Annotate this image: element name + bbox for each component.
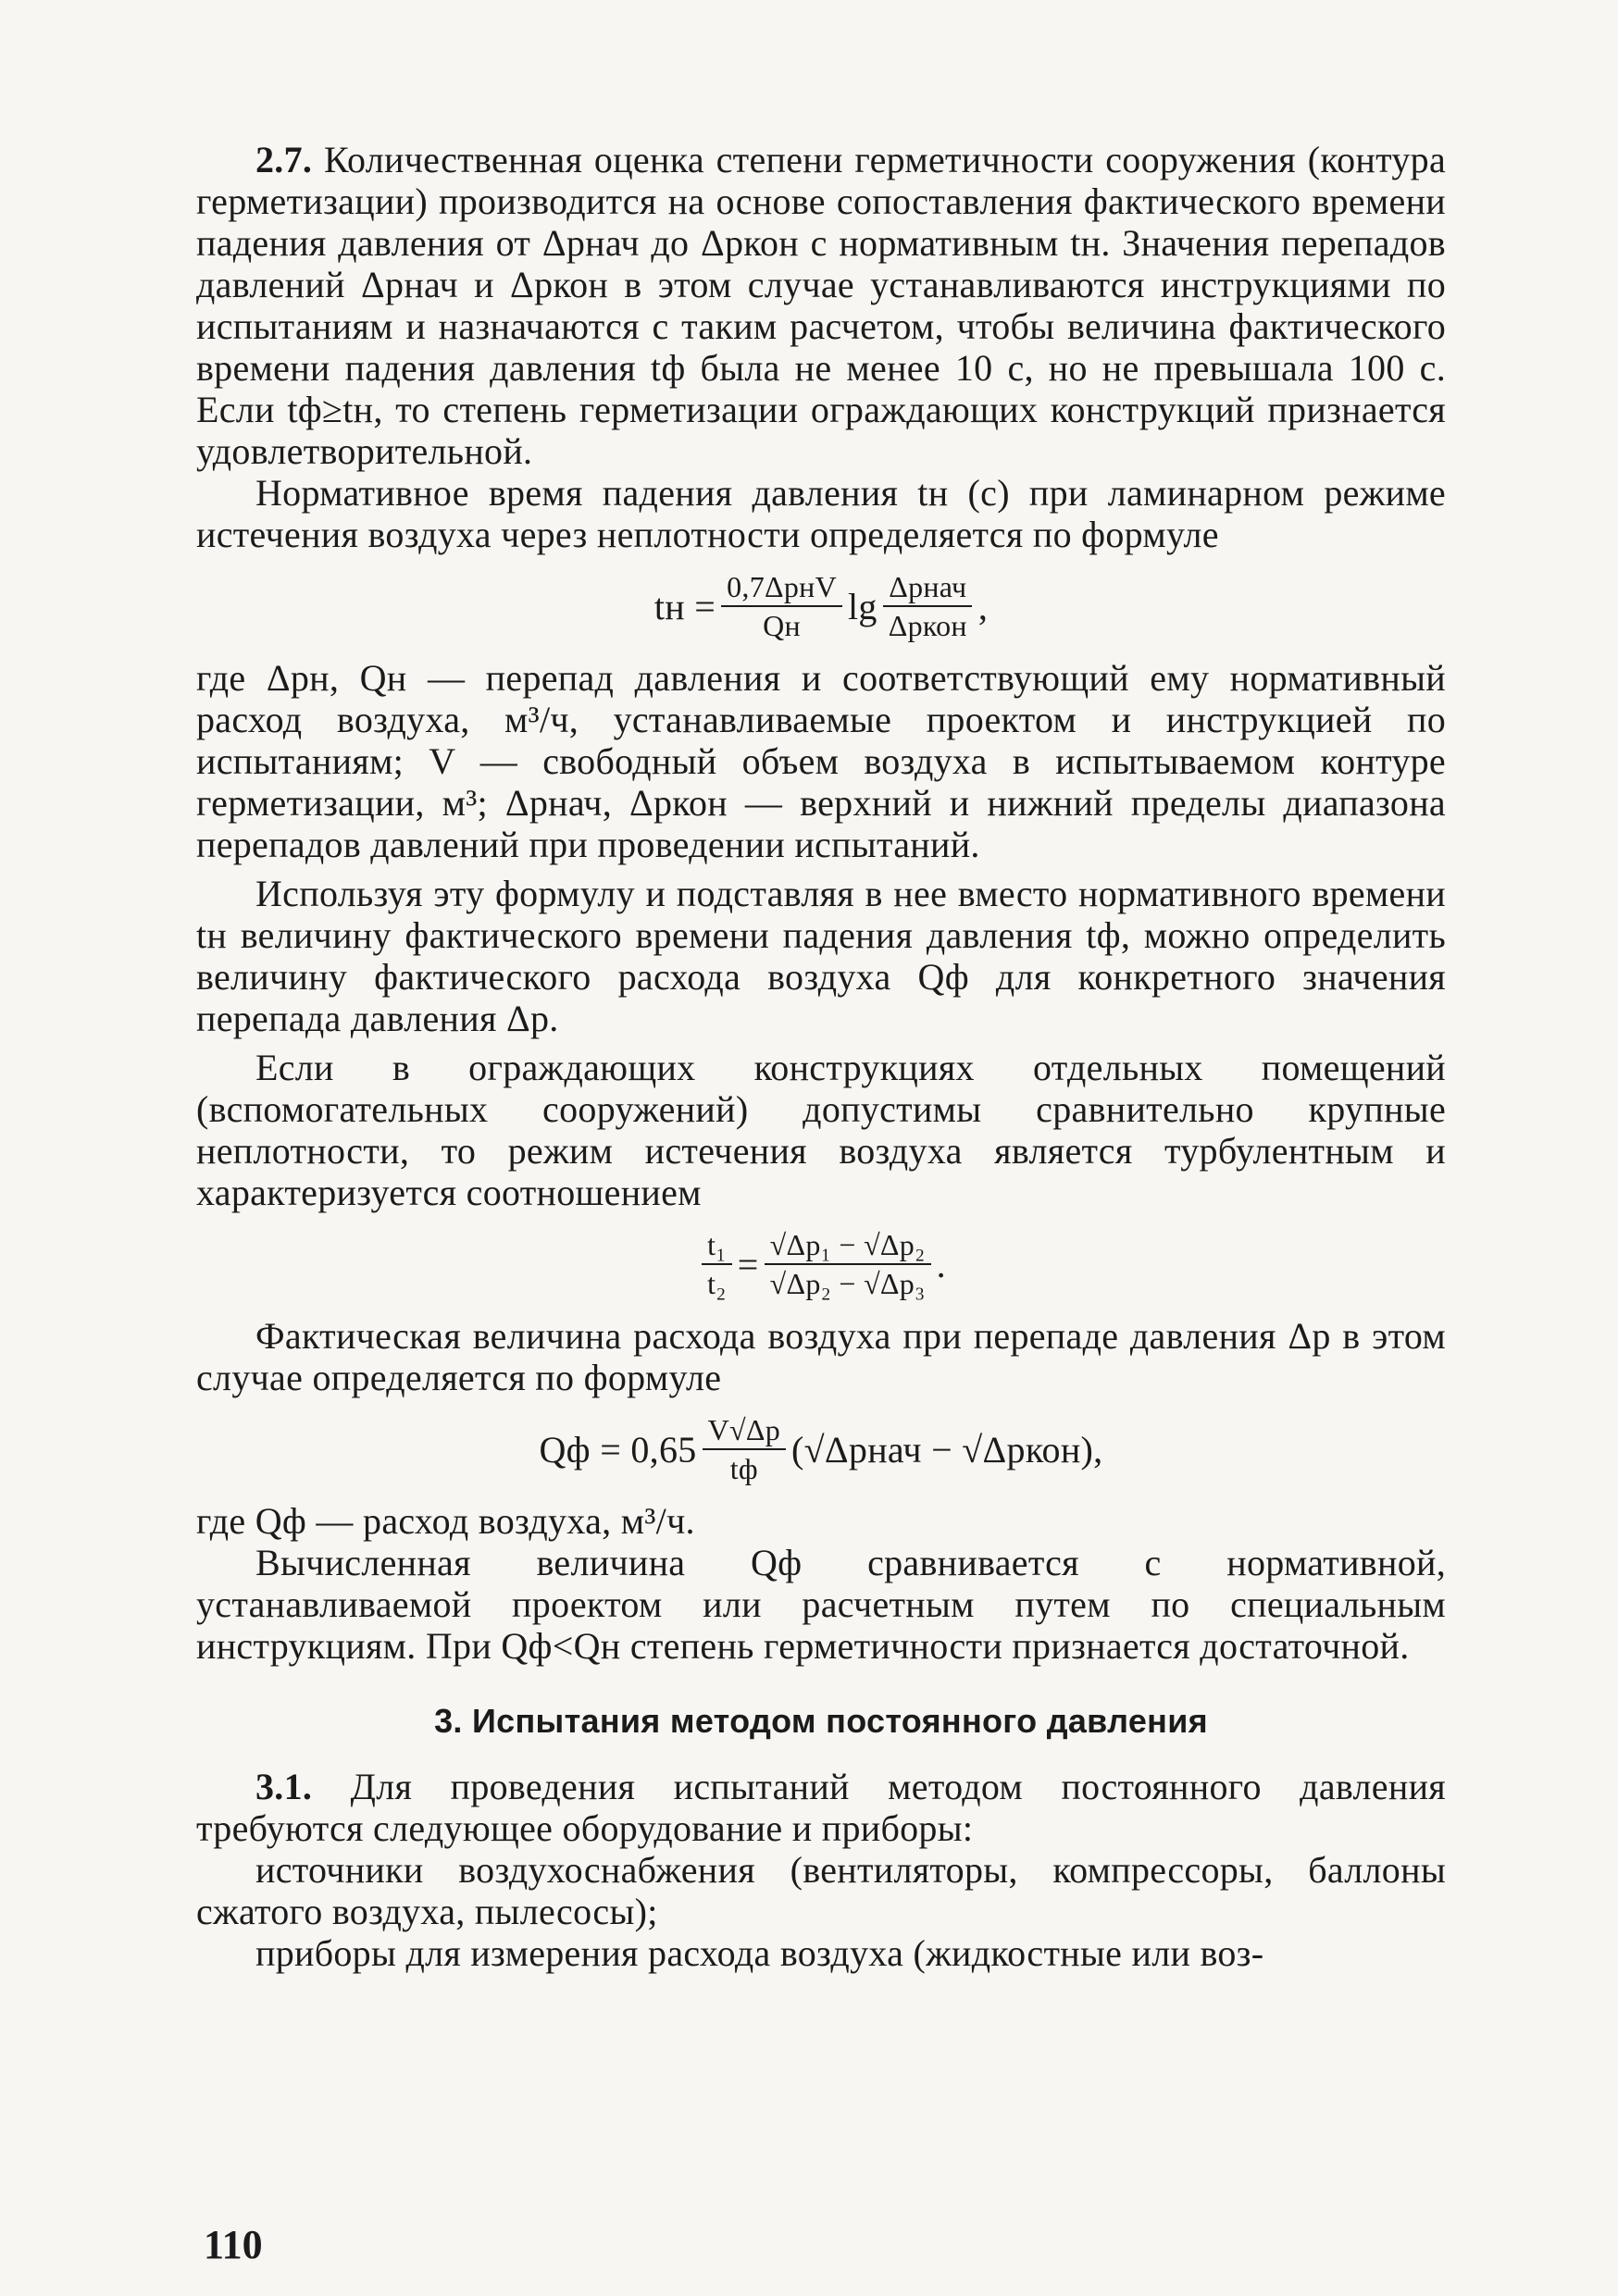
log-fraction: [883, 570, 973, 642]
formula-tail: ,: [977, 585, 989, 627]
equals-sign: =: [737, 1243, 759, 1285]
pressure-numerator: √Δр₁ − √Δр₂: [765, 1228, 931, 1265]
formula-lhs: tн =: [653, 585, 716, 627]
fraction-numerator: 0,7ΔрнV: [721, 570, 842, 607]
fraction-denominator: tф: [729, 1452, 758, 1485]
formula-fraction: [721, 570, 842, 642]
list-item: приборы для измерения расхода воздуха (жидкостные или воз-: [255, 1932, 1264, 1974]
formula-bracket: (√Δрнач − √Δркон): [791, 1428, 1094, 1471]
section-2-7-paragraph: [196, 139, 1446, 472]
section-3-heading: 3. Испытания методом постоянного давления: [434, 1702, 1208, 1740]
log-denominator: Δркон: [888, 609, 967, 642]
time-ratio: [702, 1228, 732, 1300]
formula-tail: ,: [1093, 1428, 1103, 1471]
section-text: Для проведения испытаний методом постоянного давления требуются следующее оборудование и приборы:: [196, 1766, 1446, 1849]
log-numerator: Δрнач: [883, 570, 972, 607]
paragraph-turbulent: Если в ограждающих конструкциях отдельных помещений (вспомогательных сооружений) допустимы сравнительно крупные неплотности, то режим истечения воздуха является турбулентным и характеризуется соотношением: [196, 1047, 1446, 1213]
formula-lhs: Qф = 0,65: [539, 1428, 697, 1471]
ratio-denominator: t₂: [707, 1267, 727, 1300]
ratio-numerator: t₁: [702, 1228, 732, 1265]
section-text: Количественная оценка степени герметичности сооружения (контура герметизации) производится на основе сопоставления фактического времени падения давления от Δрнач до Δркон с нормативным tн. Значения перепадов давлений Δрнач и Δркон в этом случае устанавливаются инструкциями по испытаниям и назначаются с таким расчетом, чтобы величина фактического времени падения давления tф была не менее 10 с, но не превышала 100 с. Если tф≥tн, то степень герметизации ограждающих конструкций признается удовлетворительной.: [196, 139, 1446, 472]
section-number: 3.1.: [255, 1766, 313, 1807]
pressure-denominator: √Δр₂ − √Δр₃: [769, 1267, 926, 1300]
paragraph-where-1: где Δрн, Qн — перепад давления и соответствующий ему нормативный расход воздуха, м³/ч, устанавливаемые проектом и инструкцией по испытаниям; V — свободный объем воздуха в испытываемом контуре герметизации, м³; Δрнач, Δркон — верхний и нижний пределы диапазона перепадов давлений при проведении испытаний.: [196, 657, 1446, 865]
list-item: источники воздухоснабжения (вентиляторы, компрессоры, баллоны сжатого воздуха, пылесосы);: [196, 1849, 1446, 1932]
section-number: 2.7.: [255, 139, 313, 180]
formula-actual-flow: [196, 1398, 1446, 1500]
formula-turbulent: [196, 1213, 1446, 1315]
formula-tail: .: [936, 1243, 946, 1285]
page-number: 110: [204, 2222, 263, 2267]
fraction-denominator: Qн: [763, 609, 801, 642]
paragraph-compare: Вычисленная величина Qф сравнивается с нормативной, устанавливаемой проектом или расчетным путем по специальным инструкциям. При Qф<Qн степень герметичности признается достаточной.: [196, 1542, 1446, 1667]
paragraph-norm-time: Нормативное время падения давления tн (с) при ламинарном режиме истечения воздуха через неплотности определяется по формуле: [196, 472, 1446, 555]
section-3-1-paragraph: [196, 1766, 1446, 1849]
body-text: [196, 139, 1446, 1974]
fraction-numerator: V√Δр: [703, 1413, 786, 1450]
log-symbol: lg: [848, 585, 877, 627]
formula-fraction: [703, 1413, 786, 1485]
paragraph-actual: Фактическая величина расхода воздуха при перепаде давления Δр в этом случае определяется по формуле: [196, 1315, 1446, 1398]
paragraph-using: Используя эту формулу и подставляя в нее вместо нормативного времени tн величину фактического времени падения давления tф, можно определить величину фактического расхода воздуха Qф для конкретного значения перепада давления Δр.: [196, 873, 1446, 1039]
pressure-ratio: [765, 1228, 931, 1300]
formula-norm-time: [196, 555, 1446, 657]
paragraph-where-2: где Qф — расход воздуха, м³/ч.: [196, 1500, 695, 1542]
